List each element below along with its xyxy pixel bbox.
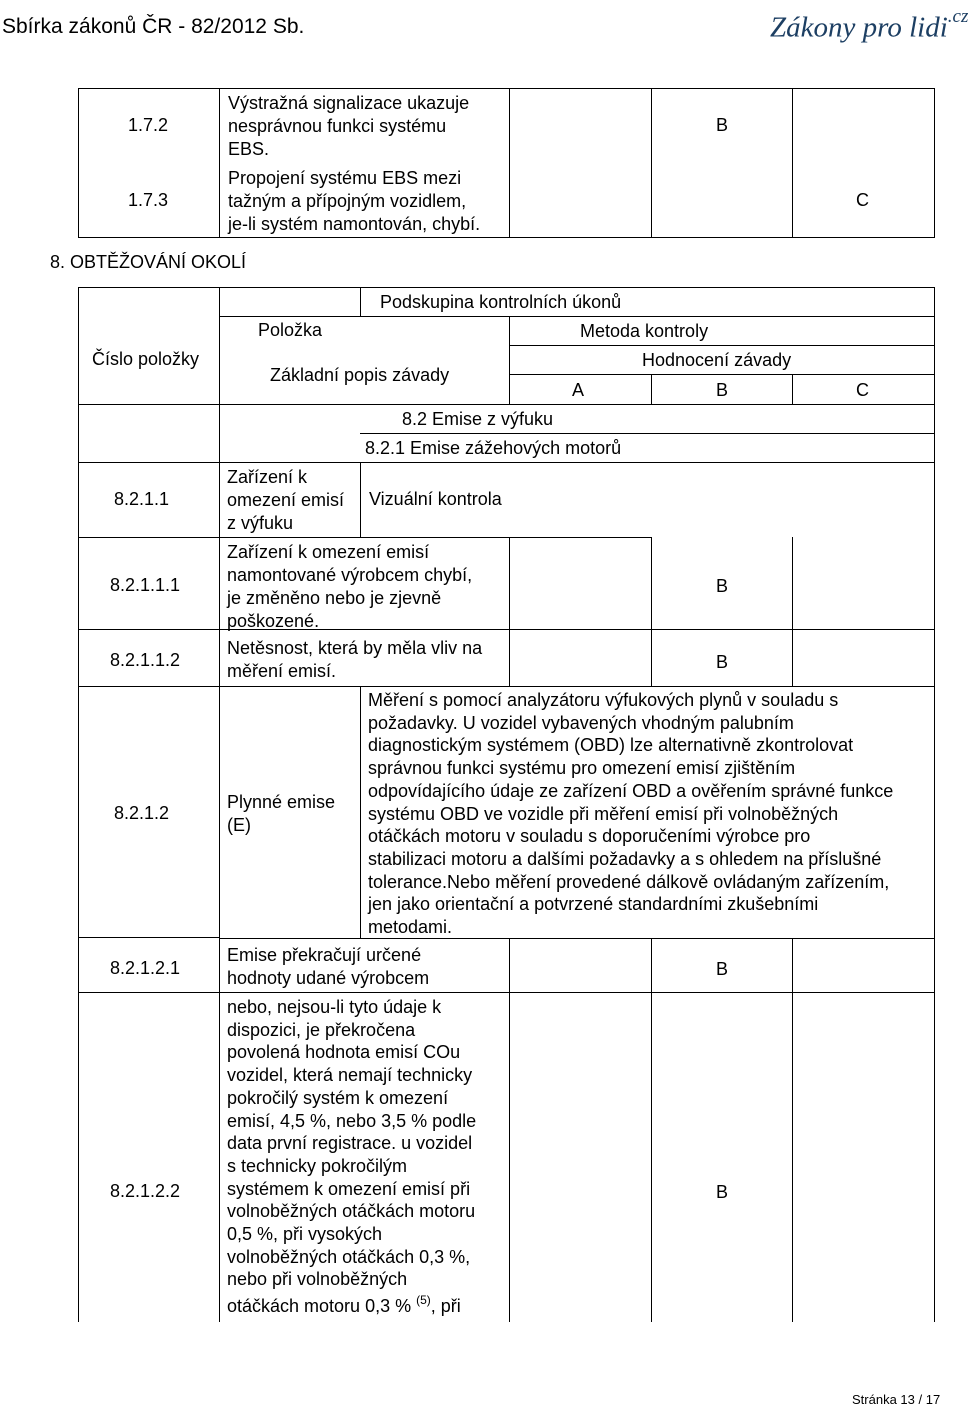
- header-polozka: Položka: [258, 320, 323, 340]
- document-title: Sbírka zákonů ČR - 82/2012 Sb.: [2, 15, 305, 38]
- subhead-emise-zazehovych: 8.2.1 Emise zážehových motorů: [365, 438, 622, 458]
- header-metoda: Metoda kontroly: [580, 321, 709, 341]
- header-cislo-polozky: Číslo položky: [92, 349, 200, 369]
- item-number: 8.2.1.1.1: [110, 575, 181, 595]
- item-number: 8.2.1.2: [114, 803, 170, 823]
- item-number: 8.2.1.2.1: [110, 958, 181, 978]
- logo-text: Zákony pro lidi: [770, 11, 948, 44]
- grade-b: B: [716, 959, 729, 979]
- grade-b: B: [716, 576, 729, 596]
- item-number: 1.7.3: [128, 190, 169, 210]
- section-title: 8. OBTĚŽOVÁNÍ OKOLÍ: [50, 252, 247, 272]
- defect-text: Zařízení k omezení emisí namontované výrobcem chybí, je změněno nebo je zjevně poškozené.: [227, 542, 473, 631]
- item-number: 8.2.1.2.2: [110, 1181, 181, 1201]
- grade-b: B: [716, 115, 729, 135]
- logo-domain: .cz: [947, 6, 968, 27]
- defect-text: nebo, nejsou-li tyto údaje k dispozici, je překročena povolená hodnota emisí COu vozidel, která nemají technicky pokročilý systém k omezení emisí, 4,5 %, nebo 3,5 % podle data první registrace. u vozidel s technicky pokročilým systémem k omezení emisí při volnoběžných otáčkách motoru 0,5 %, při vysokých volnoběžných otáčkách 0,3 %, nebo při volnoběžných: [227, 997, 477, 1290]
- method-text: Vizuální kontrola: [369, 489, 502, 509]
- defect-text-last-line: otáčkách motoru 0,3 % $^{(5)}$, při: [227, 1293, 461, 1316]
- page-number: Stránka 13 / 17: [852, 1392, 941, 1407]
- footnote-ref[interactable]: (5): [416, 1293, 431, 1307]
- site-logo[interactable]: [770, 4, 968, 45]
- grade-b: B: [716, 652, 729, 672]
- header-col-c: C: [856, 380, 869, 400]
- header-col-a: A: [572, 380, 585, 400]
- item-name: Zařízení k omezení emisí z výfuku: [227, 467, 345, 533]
- header-podskupina: Podskupina kontrolních úkonů: [380, 292, 622, 312]
- defect-text: Emise překračují určené hodnoty udané výrobcem: [227, 945, 430, 988]
- subhead-emise-z-vyfuku: 8.2 Emise z výfuku: [402, 409, 554, 429]
- header-hodnoceni: Hodnocení závady: [642, 350, 792, 370]
- method-text: Měření s pomocí analyzátoru výfukových plynů v souladu s požadavky. U vozidel vybavených vhodným palubním diagnostickým systémem (OBD) lze alternativně zkontrolovat správnou funkci systému pro omezení emisí zjištěním odpovídajícího údaje ze zařízení OBD a ověřením správné funkce systému OBD ve vozidle při měření emisí při volnoběžných otáčkách motoru v souladu s doporučeními výrobce pro stabilizaci motoru a dalšími požadavky a s ohledem na příslušné tolerance.Nebo měření provedené dálkově ovládaným zařízením, jen jako orientační a potvrzené standardními zkušebními metodami.: [368, 690, 894, 938]
- header-col-b: B: [716, 380, 729, 400]
- item-name: Plynné emise (E): [227, 792, 336, 835]
- header-zakladni-popis: Základní popis závady: [270, 365, 450, 385]
- defect-text: Propojení systému EBS mezi tažným a přípojným vozidlem, je-li systém namontován, chybí.: [228, 168, 481, 234]
- item-number: 1.7.2: [128, 115, 169, 135]
- defect-text: Netěsnost, která by měla vliv na měření emisí.: [227, 638, 483, 681]
- item-number: 8.2.1.1.2: [110, 650, 181, 670]
- item-number: 8.2.1.1: [114, 489, 170, 509]
- defect-text: Výstražná signalizace ukazuje nesprávnou funkci systému EBS.: [228, 93, 470, 159]
- grade-c: C: [856, 190, 869, 210]
- grade-b: B: [716, 1182, 729, 1202]
